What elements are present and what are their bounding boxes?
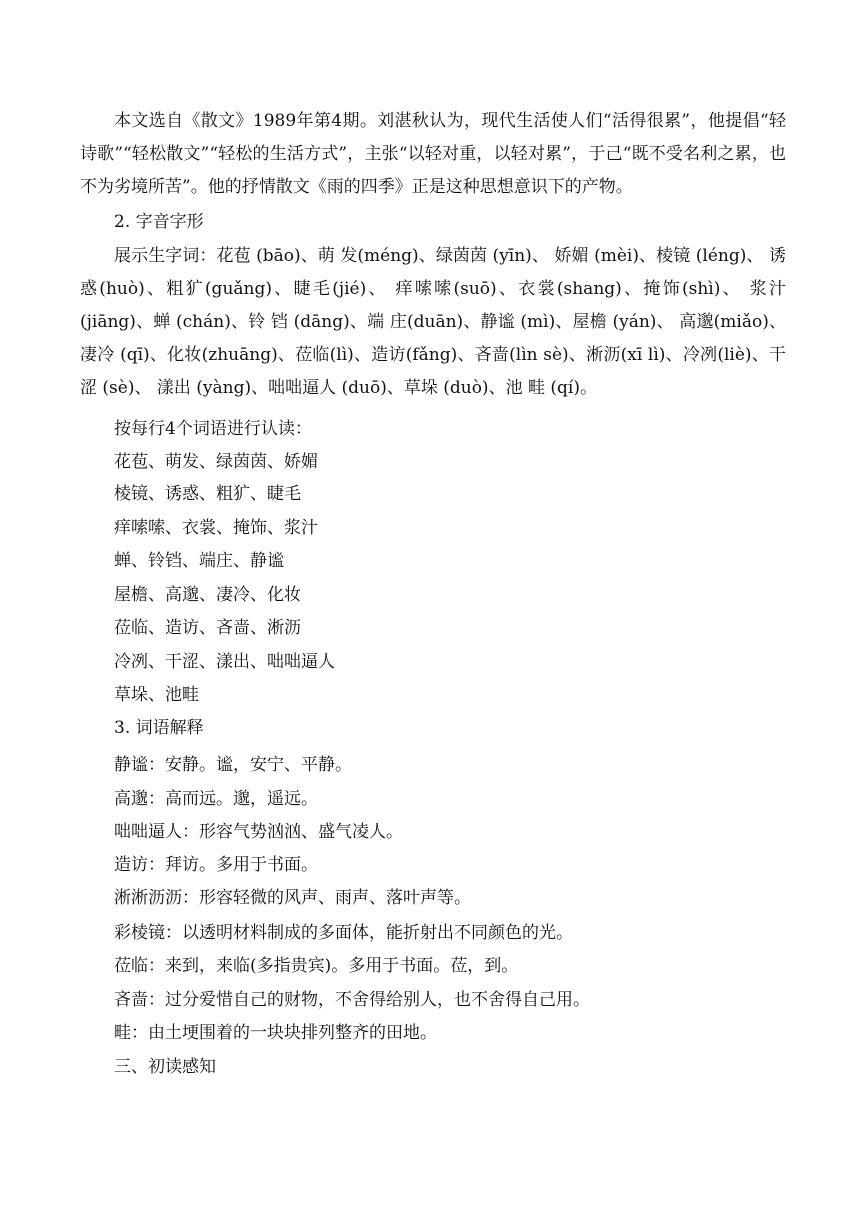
definition-item: 莅临：来到，来临(多指贵宾)。多用于书面。莅，到。 bbox=[114, 956, 519, 976]
definition-item: 造访：拜访。多用于书面。 bbox=[114, 855, 318, 875]
intro-paragraph: 本文选自《散文》1989年第4期。刘湛秋认为，现代生活使人们“活得很累”，他提倡“轻诗歌”“轻松散文”“轻松的生活方式”，主张“以轻对重，以轻对累”，于己“既不受名利之累，也不为劣境所苦”。他的抒情散文《雨的四季》正是这种思想意识下的产物。 bbox=[80, 111, 786, 197]
reading-instruction: 按每行4个词语进行认读： bbox=[114, 419, 312, 439]
word-row: 痒嗦嗦、衣裳、掩饰、浆汁 bbox=[114, 518, 318, 538]
definition-item: 畦：由土埂围着的一块块排列整齐的田地。 bbox=[114, 1023, 437, 1043]
vocabulary-paragraph: 展示生字词：花苞 (bāo)、萌 发(méng)、绿茵茵 (yīn)、 娇媚 (mèi)、棱镜 (léng)、 诱惑(huò)、粗犷(guǎng)、睫毛(jié)、 痒嗦嗦(suō)、衣裳(shang)、掩饰(shì)、 浆汁(jiāng)、蝉 (chán)、铃 铛 (dāng)、端 庄(duān)、静谧 (mì)、屋檐 (yán)、 高邈(miǎo)、凄冷 (qī)、化妆(zhuāng)、莅临(lì)、造访(fǎng)、吝啬(lìn sè)、淅沥(xī lì)、冷冽(liè)、干涩 (sè)、 漾出 (yàng)、咄咄逼人 (duō)、草垛 (duò)、池 畦 (qí)。 bbox=[80, 246, 786, 398]
definition-item: 彩棱镜：以透明材料制成的多面体，能折射出不同颜色的光。 bbox=[114, 923, 573, 943]
section-heading-pronunciation: 2. 字音字形 bbox=[114, 212, 204, 232]
definition-item: 静谧：安静。谧，安宁、平静。 bbox=[114, 755, 352, 775]
definition-item: 吝啬：过分爱惜自己的财物，不舍得给别人，也不舍得自己用。 bbox=[114, 990, 590, 1010]
word-row: 花苞、萌发、绿茵茵、娇媚 bbox=[114, 452, 318, 472]
section-heading-first-reading: 三、初读感知 bbox=[114, 1057, 216, 1077]
definition-item: 高邈：高而远。邈，遥远。 bbox=[114, 789, 318, 809]
section-heading-definitions: 3. 词语解释 bbox=[114, 718, 204, 738]
definition-item: 淅淅沥沥：形容轻微的风声、雨声、落叶声等。 bbox=[114, 888, 471, 908]
word-row: 棱镜、诱惑、粗犷、睫毛 bbox=[114, 484, 301, 504]
word-row: 莅临、造访、吝啬、淅沥 bbox=[114, 618, 301, 638]
definition-item: 咄咄逼人：形容气势汹汹、盛气凌人。 bbox=[114, 822, 403, 842]
word-row: 草垛、池畦 bbox=[114, 685, 199, 705]
word-row: 冷冽、干涩、漾出、咄咄逼人 bbox=[114, 652, 335, 672]
word-row: 屋檐、高邈、凄冷、化妆 bbox=[114, 585, 301, 605]
word-row: 蝉、铃铛、端庄、静谧 bbox=[114, 551, 284, 571]
